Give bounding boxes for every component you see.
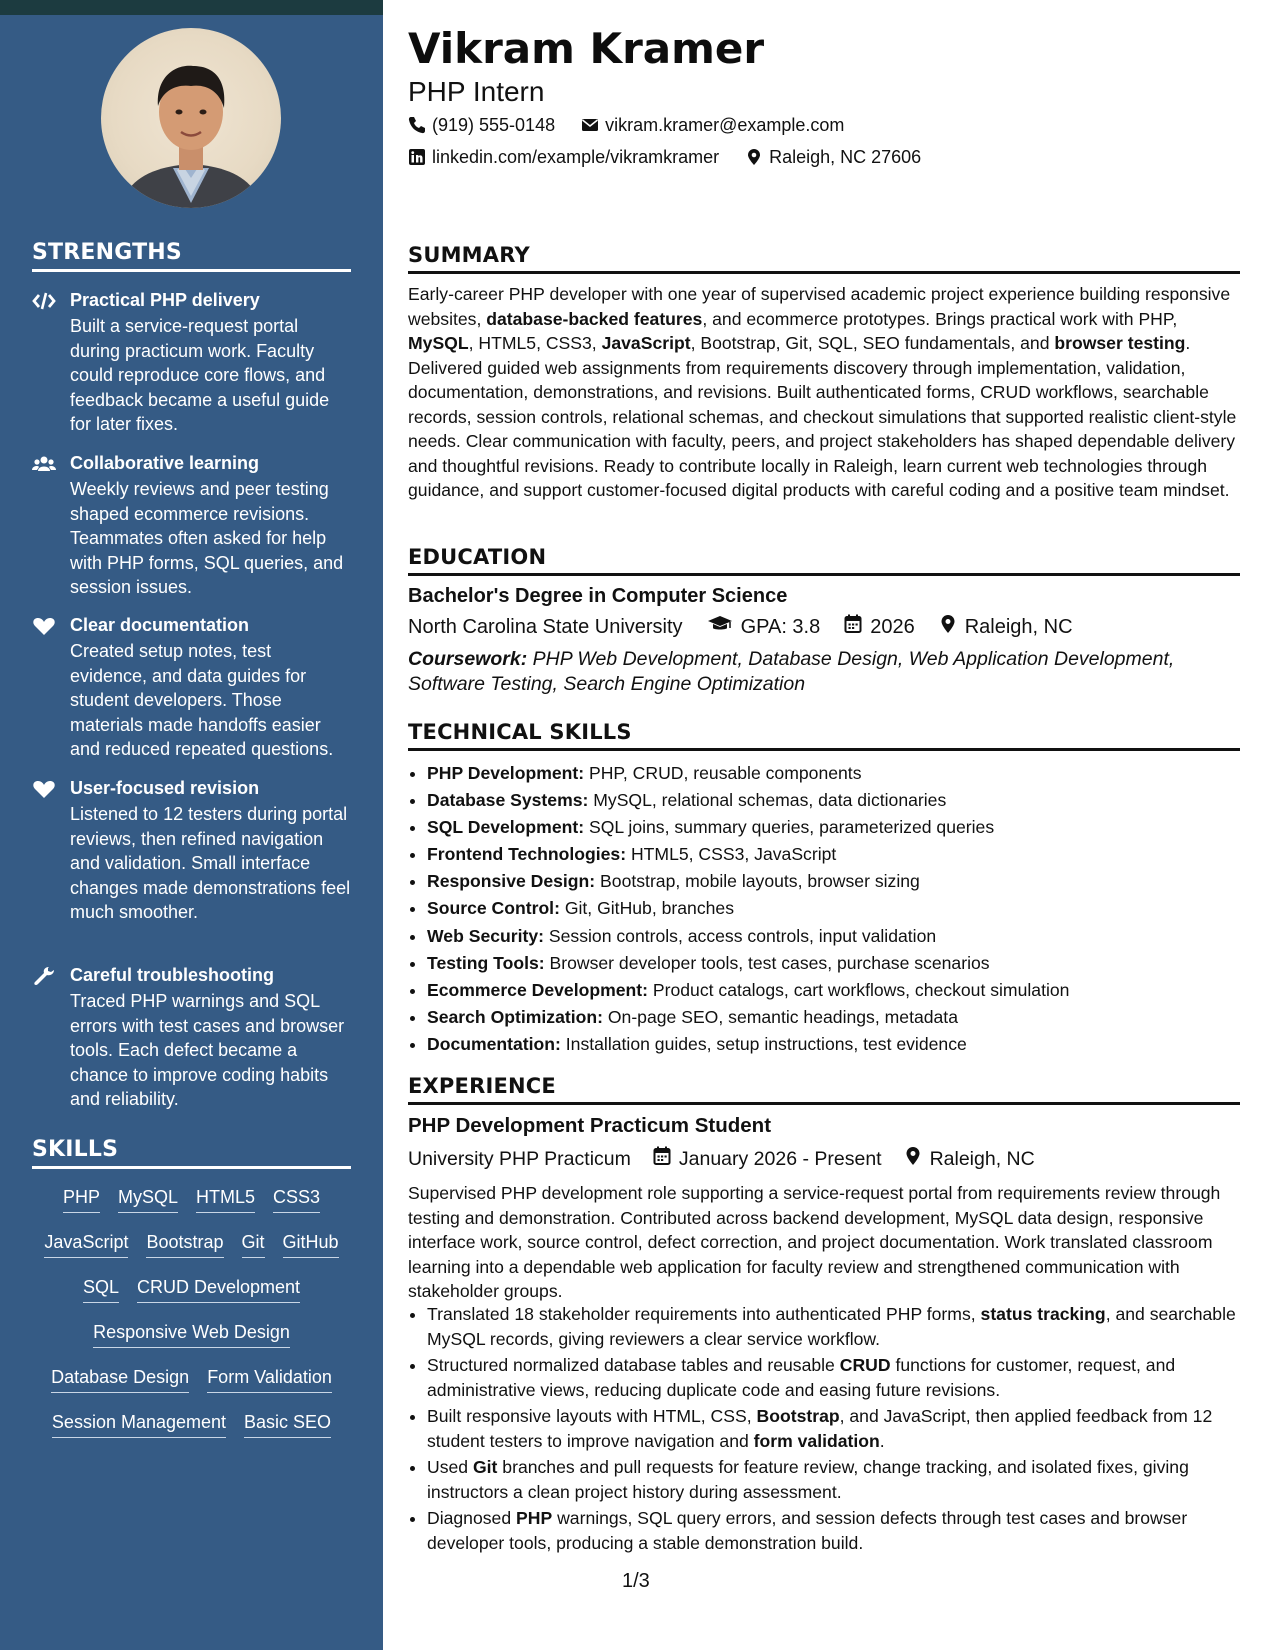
skill-tag: JavaScript — [44, 1231, 128, 1258]
organization: University PHP Practicum — [408, 1148, 631, 1170]
text-segment: Built responsive layouts with HTML, CSS, — [427, 1406, 757, 1426]
candidate-name: Vikram Kramer — [408, 24, 765, 73]
wrench-icon — [32, 966, 56, 986]
heart-icon — [32, 616, 56, 636]
text-segment: warnings, SQL query errors, and session defects through test cases and browser developer tools, producing a stable demonstration build. — [427, 1508, 1188, 1553]
linkedin-url[interactable]: linkedin.com/example/vikramkramer — [432, 147, 720, 167]
technical-skill-item — [427, 814, 1259, 841]
experience-bullet — [427, 1404, 1259, 1453]
skill-category: Web Security: — [427, 925, 544, 946]
gpa: GPA: 3.8 — [740, 616, 821, 638]
skill-row — [28, 1276, 355, 1303]
skill-values: SQL joins, summary queries, parameterized queries — [584, 817, 995, 838]
skills-heading: SKILLS — [32, 1137, 351, 1169]
text-segment: , HTML5, CSS3, — [468, 333, 602, 353]
experience-heading: EXPERIENCE — [408, 1074, 1240, 1105]
linkedin-icon — [408, 148, 426, 166]
skill-category: SQL Development: — [427, 817, 585, 838]
skill-values: Browser developer tools, test cases, purchase scenarios — [544, 952, 990, 973]
experience-bullet — [427, 1302, 1259, 1351]
job-title: PHP Intern — [408, 76, 545, 107]
skill-tag: Session Management — [52, 1411, 226, 1438]
skill-category: Search Optimization: — [427, 1006, 603, 1027]
text-segment: branches and pull requests for feature review, change tracking, and isolated fixes, giving instructors a clean project history during assessment. — [427, 1457, 1189, 1502]
experience-details — [408, 1146, 1035, 1172]
skill-tag: CRUD Development — [137, 1276, 300, 1303]
skill-tag: HTML5 — [196, 1186, 255, 1213]
strength-title: Practical PHP delivery — [70, 290, 260, 310]
skill-tag: Git — [242, 1231, 265, 1258]
skill-row — [28, 1366, 355, 1393]
technical-skill-item — [427, 950, 1259, 977]
text-segment: Translated 18 stakeholder requirements into authenticated PHP forms, — [427, 1304, 981, 1324]
strength-title: Clear documentation — [70, 615, 250, 635]
map-pin-icon — [745, 148, 763, 166]
calendar-icon — [653, 1146, 671, 1172]
profile-photo — [101, 28, 281, 208]
strength-description: Listened to 12 testers during portal reviews, then refined navigation and validation. Small interface changes made demonstrations feel much smoother. — [70, 804, 351, 922]
contact-row — [408, 146, 921, 168]
sidebar-top-band — [0, 0, 383, 15]
text-segment: , and searchable MySQL records, giving reviewers a clear service workflow. — [427, 1304, 1236, 1349]
coursework-list: PHP Web Development, Database Design, Web Application Development, Software Testing, Search Engine Optimization — [408, 648, 1175, 695]
skill-category: Source Control: — [427, 898, 560, 919]
coursework-label: Coursework: — [408, 648, 528, 670]
emphasis-text: MySQL — [408, 333, 469, 353]
skill-values: On-page SEO, semantic headings, metadata — [602, 1006, 958, 1027]
skill-values: Installation guides, setup instructions, test evidence — [560, 1033, 967, 1054]
experience-bullet — [427, 1455, 1259, 1504]
map-pin-icon — [939, 614, 957, 640]
skill-category: Documentation: — [427, 1033, 561, 1054]
skill-tag: Form Validation — [207, 1366, 332, 1393]
experience-bullet — [427, 1506, 1259, 1555]
users-icon — [32, 454, 56, 474]
skill-tag: Database Design — [51, 1366, 189, 1393]
technical-skills-list — [408, 760, 1259, 1058]
skill-tag: PHP — [63, 1186, 100, 1213]
emphasis-text: database-backed features — [486, 308, 703, 329]
text-segment: Early-career PHP developer with one year of supervised academic project experience building responsive websites, — [408, 284, 1231, 329]
skill-values: Session controls, access controls, input validation — [544, 925, 937, 946]
code-icon — [32, 291, 56, 311]
email-address[interactable]: vikram.kramer@example.com — [605, 115, 845, 135]
skill-category: Frontend Technologies: — [427, 844, 627, 865]
skill-values: Git, GitHub, branches — [559, 898, 734, 919]
page-number: 1/3 — [622, 1570, 650, 1592]
technical-skill-item — [427, 787, 1259, 814]
skill-tag: SQL — [83, 1276, 119, 1303]
skill-values: PHP, CRUD, reusable components — [584, 763, 862, 783]
school-name: North Carolina State University — [408, 616, 683, 638]
summary-heading: SUMMARY — [408, 243, 1240, 274]
text-segment: Used — [427, 1457, 473, 1477]
experience-description: Supervised PHP development role supporting a service-request portal from requirements review through testing and demonstration. Contributed across backend development, MySQL data design, responsive interface work, source control, defect correction, and project documentation. Work translated classroom learning into a dependable web application for faculty review and strengthened communication with stakeholder groups. — [408, 1183, 1221, 1301]
technical-skill-item — [427, 923, 1259, 950]
text-segment: . Delivered guided web assignments from requirements discovery through implementation, validation, documentation, demonstrations, and revisions. Built authenticated forms, CRUD workflows, searchable records, session controls, relational schemas, and checkout simulations that supported realistic client-style needs. Clear communication with faculty, peers, and project stakeholders has shaped dependable delivery and thoughtful revisions. Ready to contribute locally in Raleigh, learn current web technologies through guidance, and support customer-focused digital products with careful coding and a positive team mindset. — [408, 333, 1237, 500]
education-details — [408, 614, 1073, 640]
skill-category: Ecommerce Development: — [427, 979, 648, 1000]
skill-values: HTML5, CSS3, JavaScript — [626, 844, 837, 865]
technical-skill-item — [427, 760, 1259, 787]
emphasis-text: PHP — [516, 1508, 553, 1528]
strength-description: Traced PHP warnings and SQL errors with test cases and browser tools. Each defect became a chance to improve coding habits and reliability. — [70, 991, 345, 1109]
calendar-icon — [844, 614, 862, 640]
coursework — [408, 647, 1240, 696]
skill-category: Testing Tools: — [427, 952, 545, 973]
education-location: Raleigh, NC — [964, 616, 1073, 638]
text-segment: . — [879, 1430, 885, 1451]
strength-description: Built a service-request portal during practicum work. Faculty could reproduce core flows, and feedback became a useful guide for later fixes. — [70, 316, 330, 434]
degree-title: Bachelor's Degree in Computer Science — [408, 585, 788, 607]
skill-values: Bootstrap, mobile layouts, browser sizing — [595, 871, 920, 892]
technical-skill-item — [427, 977, 1259, 1004]
emphasis-text: status tracking — [980, 1304, 1106, 1324]
emphasis-text: Bootstrap — [756, 1406, 840, 1426]
skill-row — [28, 1231, 355, 1258]
technical-skills-heading: TECHNICAL SKILLS — [408, 720, 1240, 751]
sidebar — [0, 0, 383, 1650]
summary-text — [408, 282, 1240, 503]
emphasis-text: form validation — [753, 1430, 880, 1451]
strengths-heading: STRENGTHS — [32, 240, 351, 272]
email-icon — [581, 116, 599, 134]
technical-skill-item — [427, 841, 1259, 868]
emphasis-text: CRUD — [839, 1355, 891, 1375]
text-segment: , Bootstrap, Git, SQL, SEO fundamentals, and — [690, 333, 1055, 353]
skill-category: Responsive Design: — [427, 871, 596, 892]
strength-title: User-focused revision — [70, 778, 260, 798]
emphasis-text: Git — [472, 1457, 498, 1477]
emphasis-text: browser testing — [1054, 333, 1186, 353]
education-heading: EDUCATION — [408, 545, 1240, 576]
skill-tag: Bootstrap — [146, 1231, 223, 1258]
experience-title: PHP Development Practicum Student — [408, 1114, 772, 1137]
experience-location: Raleigh, NC — [929, 1148, 1035, 1170]
emphasis-text: JavaScript — [601, 333, 691, 353]
graduation-cap-icon — [707, 615, 733, 639]
skill-row — [28, 1411, 355, 1438]
skill-values: Product catalogs, cart workflows, checkout simulation — [647, 979, 1070, 1000]
skill-category: Database Systems: — [427, 790, 589, 811]
strength-title: Careful troubleshooting — [70, 965, 274, 985]
map-pin-icon — [904, 1146, 922, 1172]
strength-description: Weekly reviews and peer testing shaped ecommerce revisions. Teammates often asked for help with PHP forms, SQL queries, and session issues. — [70, 479, 344, 597]
location: Raleigh, NC 27606 — [769, 147, 922, 167]
skill-tag: GitHub — [283, 1231, 339, 1258]
experience-bullets — [408, 1302, 1259, 1557]
technical-skill-item — [427, 868, 1259, 895]
contact-row — [408, 114, 844, 136]
experience-bullet — [427, 1353, 1259, 1402]
text-segment: , and ecommerce prototypes. Brings practical work with PHP, — [702, 308, 1178, 329]
heart-icon — [32, 779, 56, 799]
skill-tag: Basic SEO — [244, 1411, 331, 1438]
graduation-year: 2026 — [870, 616, 915, 638]
phone-icon — [408, 116, 426, 134]
text-segment: Structured normalized database tables and reusable — [427, 1355, 840, 1375]
skill-row — [28, 1321, 355, 1348]
phone-number[interactable]: (919) 555-0148 — [432, 115, 556, 135]
skill-category: PHP Development: — [427, 763, 585, 783]
strength-description: Created setup notes, test evidence, and data guides for student developers. Those materials made handoffs easier and reduced repeated questions. — [70, 641, 334, 759]
text-segment: Diagnosed — [427, 1508, 517, 1528]
skill-values: MySQL, relational schemas, data dictionaries — [588, 790, 947, 811]
text-segment: functions for customer, request, and administrative views, reducing duplicate code and easing future revisions. — [427, 1355, 1176, 1400]
skill-tag: CSS3 — [273, 1186, 320, 1213]
technical-skill-item — [427, 1031, 1259, 1058]
skill-tag: Responsive Web Design — [93, 1321, 290, 1348]
strength-title: Collaborative learning — [70, 453, 260, 473]
technical-skill-item — [427, 895, 1259, 922]
technical-skill-item — [427, 1004, 1259, 1031]
text-segment: , and JavaScript, then applied feedback from 12 student testers to improve navigation and — [427, 1406, 1213, 1451]
experience-dates: January 2026 - Present — [678, 1148, 882, 1170]
skill-tag: MySQL — [118, 1186, 178, 1213]
skill-row — [28, 1186, 355, 1213]
